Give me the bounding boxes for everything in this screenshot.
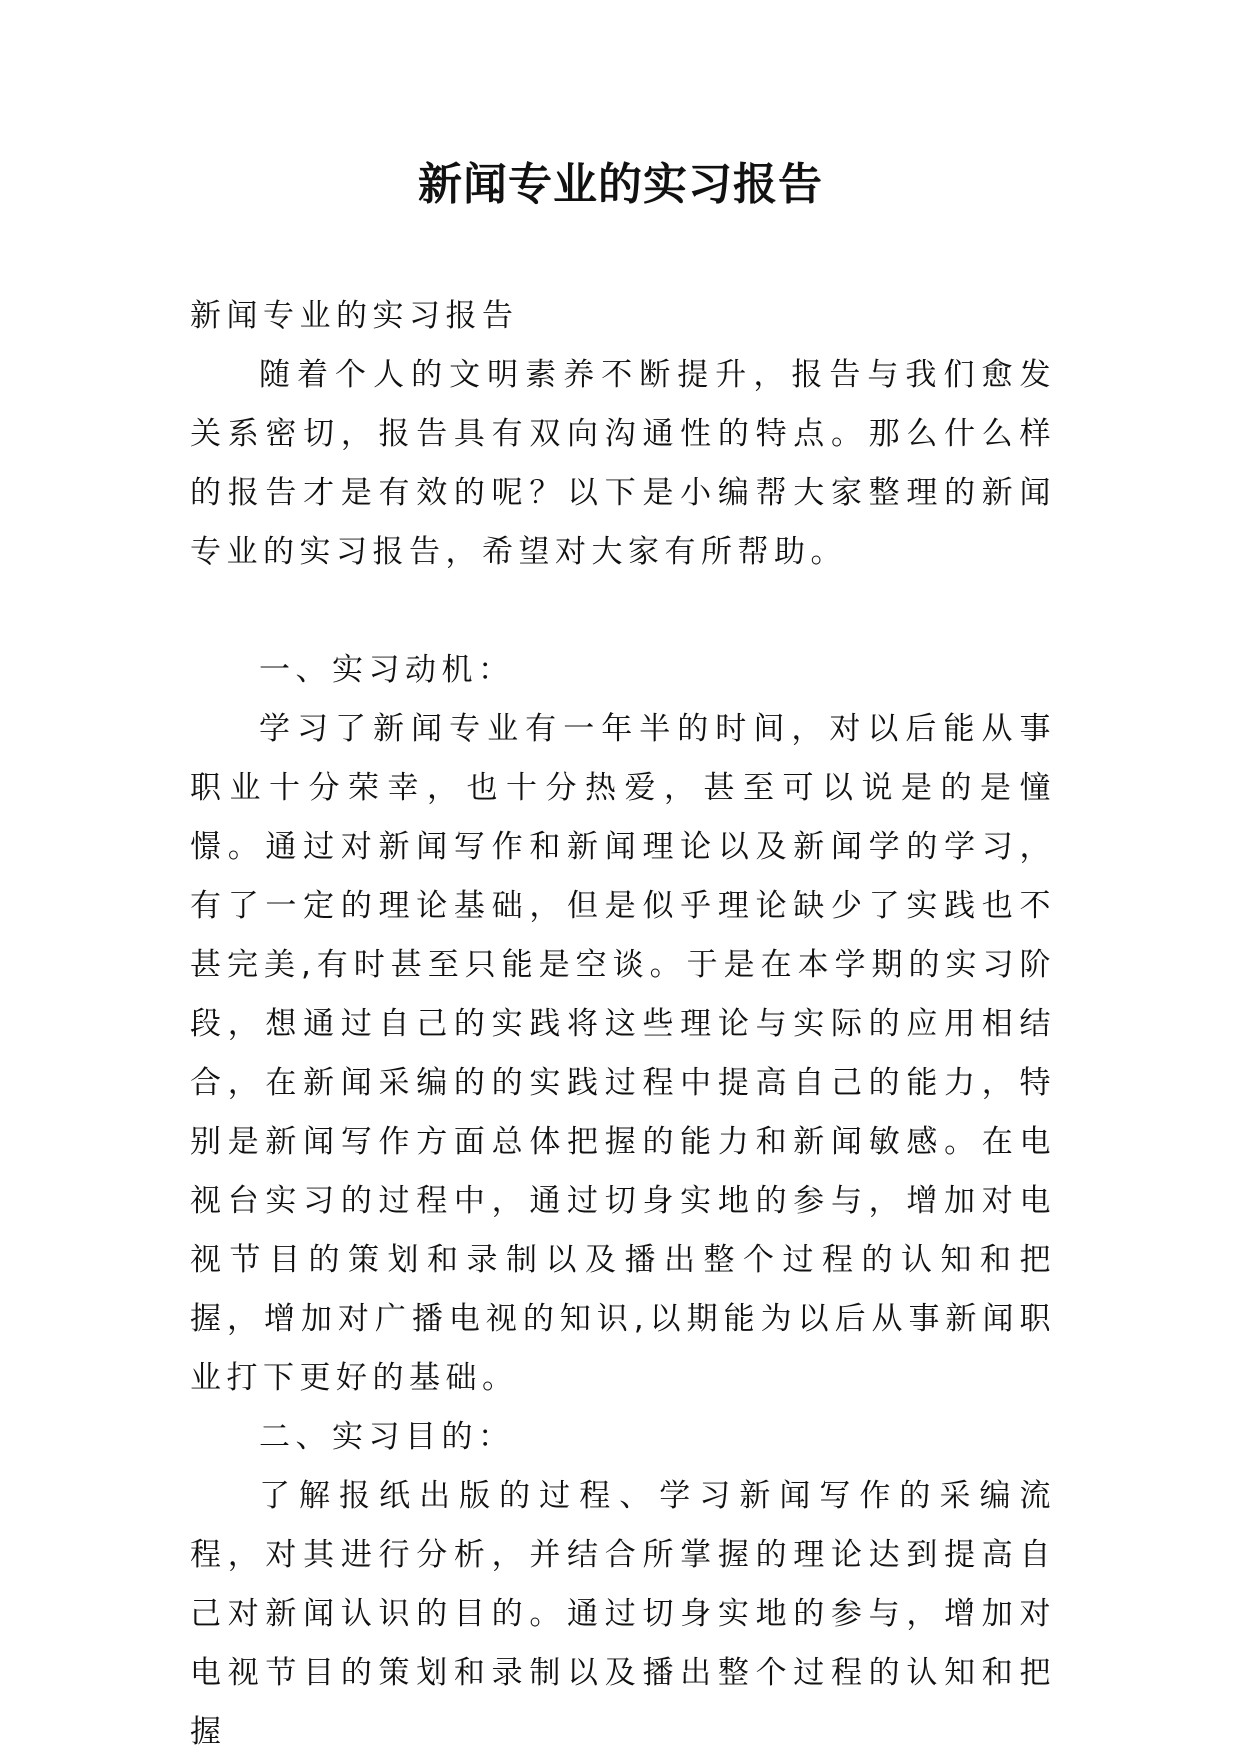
section2-paragraph: 了解报纸出版的过程、学习新闻写作的采编流程，对其进行分析，并结合所掌握的理论达到提高自己对新闻认识的目的。通过切身实地的参与，增加对电视节目的策划和录制以及播出整个过程的认知和把握 bbox=[190, 1478, 1056, 1750]
document-title: 新闻专业的实习报告 bbox=[418, 159, 823, 210]
section1-heading: 一、实习动机： bbox=[259, 652, 515, 688]
section2-heading: 二、实习目的： bbox=[259, 1419, 515, 1455]
intro-paragraph: 随着个人的文明素养不断提升，报告与我们愈发关系密切，报告具有双向沟通性的特点。那么什么样的报告才是有效的呢？以下是小编帮大家整理的新闻专业的实习报告，希望对大家有所帮助。 bbox=[190, 357, 1056, 570]
subtitle-line: 新闻专业的实习报告 bbox=[190, 298, 519, 334]
document-body bbox=[190, 287, 1056, 1762]
paragraph-spacer bbox=[190, 582, 1056, 641]
section1-paragraph: 学习了新闻专业有一年半的时间，对以后能从事职业十分荣幸，也十分热爱，甚至可以说是的是憧憬。通过对新闻写作和新闻理论以及新闻学的学习，有了一定的理论基础，但是似乎理论缺少了实践也不甚完美,有时甚至只能是空谈。于是在本学期的实习阶段，想通过自己的实践将这些理论与实际的应用相结合，在新闻采编的的实践过程中提高自己的能力，特别是新闻写作方面总体把握的能力和新闻敏感。在电视台实习的过程中，通过切身实地的参与，增加对电视节目的策划和录制以及播出整个过程的认知和把握，增加对广播电视的知识,以期能为以后从事新闻职业打下更好的基础。 bbox=[190, 711, 1056, 1396]
